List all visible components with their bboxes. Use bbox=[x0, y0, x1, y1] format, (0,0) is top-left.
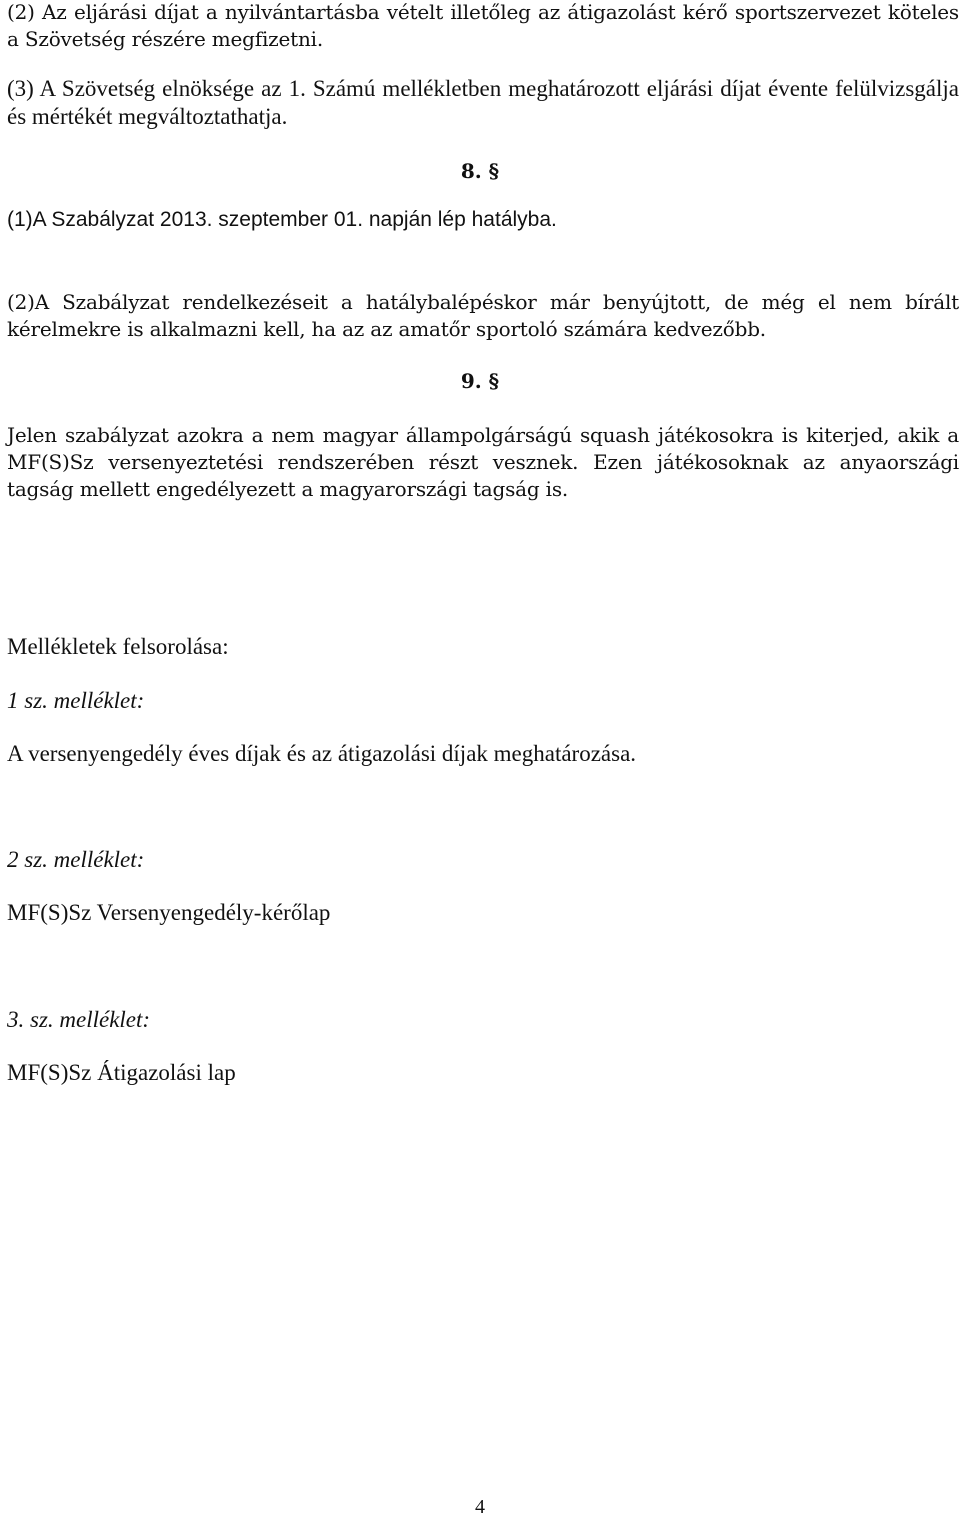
page-number: 4 bbox=[475, 1496, 485, 1518]
annex-1-label: 1 sz. melléklet: bbox=[7, 688, 145, 713]
section-heading-8: 8. § bbox=[460, 159, 500, 183]
paragraph-8-1: (1)A Szabályzat 2013. szeptember 01. napján lép hatályba. bbox=[7, 208, 557, 231]
annex-3-text: MF(S)Sz Átigazolási lap bbox=[7, 1060, 236, 1085]
paragraph-7-3: (3) A Szövetség elnöksége az 1. Számú mellékletben meghatározott eljárási díjat évente felülvizsgálja és mértékét megváltoztathatja. bbox=[7, 76, 959, 129]
annex-list-title: Mellékletek felsorolása: bbox=[7, 634, 229, 659]
annex-3-label: 3. sz. melléklet: bbox=[7, 1007, 151, 1032]
annex-2-label: 2 sz. melléklet: bbox=[7, 847, 145, 872]
paragraph-8-2: (2)A Szabályzat rendelkezéseit a hatálybalépéskor már benyújtott, de még el nem bírált kérelmekre is alkalmazni kell, ha az az amatőr sportoló számára kedvezőbb. bbox=[7, 290, 959, 341]
section-heading-9: 9. § bbox=[460, 369, 500, 393]
paragraph-9: Jelen szabályzat azokra a nem magyar állampolgárságú squash játékosokra is kiterjed, akik a MF(S)Sz versenyeztetési rendszerében részt vesznek. Ezen játékosoknak az anyaországi tagság mellett engedélyezett a magyarországi tagság is. bbox=[7, 423, 959, 501]
paragraph-7-2: (2) Az eljárási díjat a nyilvántartásba vételt illetőleg az átigazolást kérő sportszervezet köteles a Szövetség részére megfizetni. bbox=[7, 0, 959, 51]
annex-2-text: MF(S)Sz Versenyengedély-kérőlap bbox=[7, 900, 331, 925]
annex-1-text: A versenyengedély éves díjak és az átigazolási díjak meghatározása. bbox=[7, 741, 637, 766]
